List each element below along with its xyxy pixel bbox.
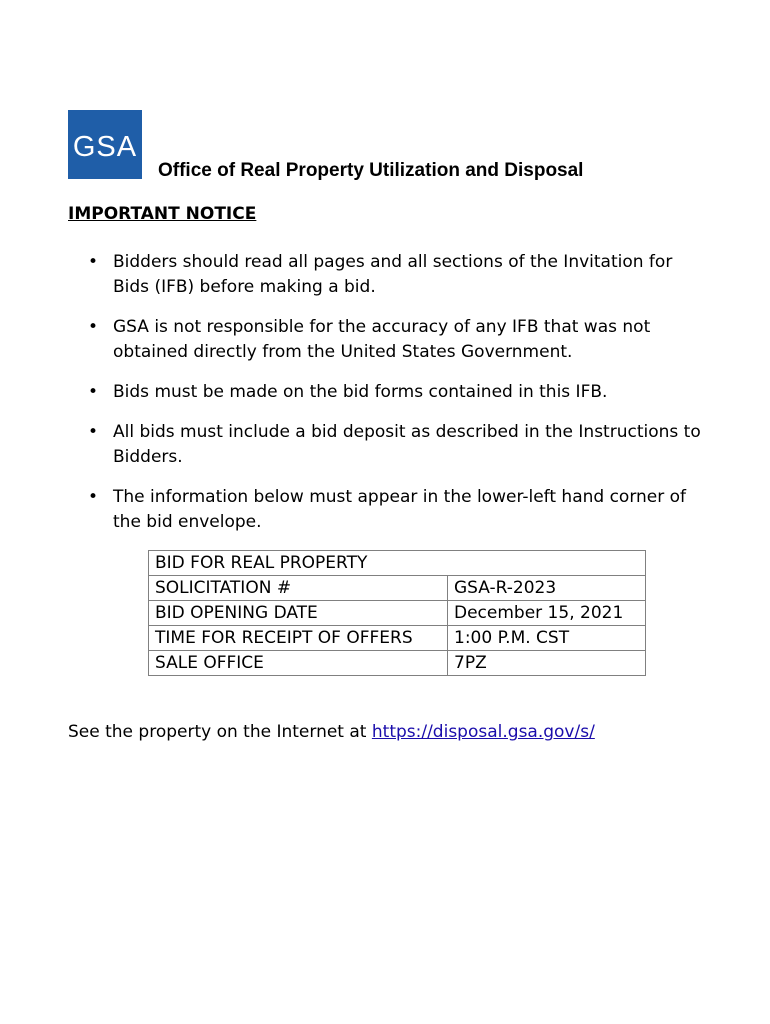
table-label-cell: TIME FOR RECEIPT OF OFFERS — [149, 626, 448, 651]
table-row — [149, 576, 646, 601]
gsa-logo — [68, 110, 142, 179]
table-row — [149, 626, 646, 651]
bullet-icon: • — [88, 487, 99, 507]
gsa-logo-text: GSA — [72, 131, 138, 163]
table-title-row — [149, 551, 646, 576]
table-value-cell: GSA-R-2023 — [448, 576, 646, 601]
bullet-icon: • — [88, 422, 99, 442]
table-title-cell: BID FOR REAL PROPERTY — [149, 551, 646, 576]
table-value-cell: December 15, 2021 — [448, 601, 646, 626]
notice-bullet — [86, 420, 706, 470]
bullet-icon: • — [88, 382, 99, 402]
notice-bullet — [86, 250, 706, 300]
table-value-cell: 1:00 P.M. CST — [448, 626, 646, 651]
notice-heading: IMPORTANT NOTICE — [68, 204, 257, 224]
notice-bullet — [86, 315, 706, 365]
notice-bullet-text: Bids must be made on the bid forms contained in this IFB. — [113, 382, 608, 402]
table-label-cell: SOLICITATION # — [149, 576, 448, 601]
notice-bullet-text: All bids must include a bid deposit as described in the Instructions to Bidders. — [113, 422, 701, 467]
office-title: Office of Real Property Utilization and Disposal — [158, 160, 584, 181]
property-link-line — [68, 722, 595, 742]
table-label-cell: BID OPENING DATE — [149, 601, 448, 626]
table-row — [149, 601, 646, 626]
notice-bullet-text: Bidders should read all pages and all sections of the Invitation for Bids (IFB) before making a bid. — [113, 252, 673, 297]
notice-bullet-list — [86, 250, 706, 550]
property-link[interactable]: https://disposal.gsa.gov/s/ — [371, 722, 595, 742]
bid-envelope-table — [148, 550, 646, 676]
table-row — [149, 651, 646, 676]
table-value-cell: 7PZ — [448, 651, 646, 676]
notice-bullet — [86, 485, 706, 535]
table-label-cell: SALE OFFICE — [149, 651, 448, 676]
property-link-intro: See the property on the Internet at — [68, 722, 372, 742]
notice-bullet-text: GSA is not responsible for the accuracy of any IFB that was not obtained directly from the United States Government. — [113, 317, 651, 362]
notice-bullet — [86, 380, 706, 405]
notice-bullet-text: The information below must appear in the lower-left hand corner of the bid envelope. — [113, 487, 687, 532]
bullet-icon: • — [88, 317, 99, 337]
bullet-icon: • — [88, 252, 99, 272]
